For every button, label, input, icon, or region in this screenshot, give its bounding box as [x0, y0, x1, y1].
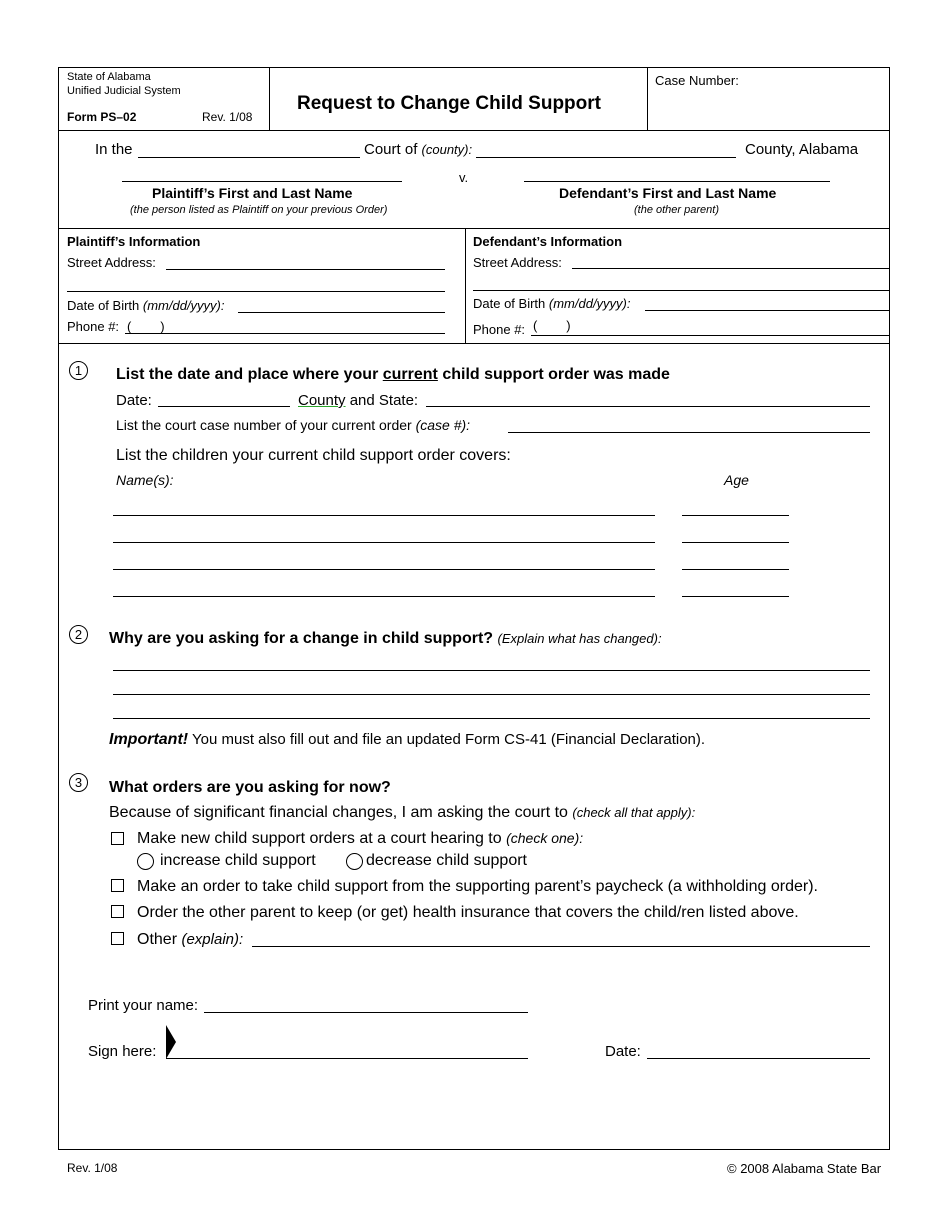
other-order-field[interactable] — [252, 946, 870, 947]
child-age-field[interactable] — [682, 569, 789, 570]
change-reason-field[interactable] — [113, 670, 870, 671]
plaintiff-phone-field[interactable] — [125, 333, 445, 334]
order-date-label: Date: — [116, 392, 152, 409]
defendant-dob-label: Date of Birth (mm/dd/yyyy): — [473, 296, 631, 311]
child-name-field[interactable] — [113, 542, 655, 543]
decrease-support-radio[interactable] — [346, 853, 363, 870]
plaintiff-phone-area: ( ) — [127, 319, 165, 334]
child-age-field[interactable] — [682, 542, 789, 543]
versus-label: v. — [459, 170, 469, 185]
state-name: State of Alabama — [67, 71, 151, 83]
plaintiff-phone-label: Phone #: — [67, 319, 120, 334]
new-orders-label: Make new child support orders at a court hearing to (check one): — [137, 830, 584, 847]
sign-here-label: Sign here: — [88, 1043, 157, 1060]
defendant-street-field-2[interactable] — [473, 290, 890, 291]
section-3-heading: What orders are you asking for now? — [109, 779, 391, 796]
order-county-state-field[interactable] — [426, 406, 870, 407]
health-insurance-checkbox[interactable] — [111, 905, 124, 918]
info-divider — [465, 228, 466, 343]
county-field[interactable] — [476, 157, 736, 158]
plaintiff-dob-label: Date of Birth (mm/dd/yyyy): — [67, 298, 225, 313]
county-alabama-label: County, Alabama — [745, 141, 859, 158]
header-divider-right — [647, 67, 648, 130]
change-reason-field[interactable] — [113, 694, 870, 695]
case-number-prompt: List the court case number of your current order (case #): — [116, 417, 471, 433]
form-revision: Rev. 1/08 — [202, 110, 253, 124]
plaintiff-street-field-2[interactable] — [67, 291, 445, 292]
form-number: Form PS–02 — [67, 110, 137, 124]
new-orders-checkbox[interactable] — [111, 832, 124, 845]
section-2-number: 2 — [69, 625, 88, 644]
form-frame — [58, 67, 890, 1150]
sign-date-field[interactable] — [647, 1058, 870, 1059]
page-title: Request to Change Child Support — [297, 93, 601, 114]
section-1-number: 1 — [69, 361, 88, 380]
plaintiff-name-label: Plaintiff’s First and Last Name — [152, 185, 353, 201]
header-divider-left — [269, 67, 270, 130]
increase-support-radio[interactable] — [137, 853, 154, 870]
child-name-field[interactable] — [113, 596, 655, 597]
important-note: Important! You must also fill out and file an updated Form CS-41 (Financial Declaration). — [109, 731, 706, 748]
order-date-field[interactable] — [158, 406, 290, 407]
defendant-name-label: Defendant’s First and Last Name — [559, 185, 777, 201]
children-prompt: List the children your current child support order covers: — [116, 447, 511, 464]
defendant-phone-label: Phone #: — [473, 322, 526, 337]
parties-bottom-rule — [58, 228, 890, 229]
case-number-label: Case Number: — [655, 73, 739, 88]
footer-copyright: © 2008 Alabama State Bar — [727, 1161, 882, 1176]
child-name-field[interactable] — [113, 515, 655, 516]
defendant-street-field[interactable] — [572, 268, 890, 269]
section-3-number: 3 — [69, 773, 88, 792]
other-order-label: Other (explain): — [137, 931, 244, 948]
section-1-heading: List the date and place where your current child support order was made — [116, 366, 670, 383]
defendant-street-label: Street Address: — [473, 255, 562, 270]
plaintiff-dob-field[interactable] — [238, 312, 445, 313]
withholding-order-checkbox[interactable] — [111, 879, 124, 892]
sign-arrow-icon — [166, 1025, 178, 1059]
other-order-checkbox[interactable] — [111, 932, 124, 945]
plaintiff-street-label: Street Address: — [67, 255, 156, 270]
in-the-label: In the — [95, 141, 133, 158]
court-type-field[interactable] — [138, 157, 360, 158]
increase-support-label: increase child support — [160, 852, 316, 869]
defendant-name-hint: (the other parent) — [634, 204, 719, 216]
print-name-field[interactable] — [204, 1012, 528, 1013]
decrease-support-label: decrease child support — [366, 852, 527, 869]
sign-date-label: Date: — [605, 1043, 641, 1060]
header-bottom-rule — [58, 130, 890, 131]
change-reason-field[interactable] — [113, 718, 870, 719]
plaintiff-name-field[interactable] — [122, 181, 402, 182]
defendant-phone-area: ( ) — [533, 318, 571, 333]
child-age-label: Age — [724, 472, 749, 488]
plaintiff-info-heading: Plaintiff’s Information — [67, 234, 201, 249]
defendant-name-field[interactable] — [524, 181, 830, 182]
section-3-intro: Because of significant financial changes, I am asking the court to (check all that apply): — [109, 804, 696, 821]
order-county-state-label: County and State: — [298, 392, 419, 409]
child-age-field[interactable] — [682, 596, 789, 597]
plaintiff-street-field[interactable] — [166, 269, 445, 270]
court-of-label: Court of (county): — [364, 141, 473, 158]
section-2-heading: Why are you asking for a change in child support? (Explain what has changed): — [109, 630, 662, 647]
print-name-label: Print your name: — [88, 997, 199, 1014]
info-bottom-rule — [58, 343, 890, 344]
signature-field[interactable] — [166, 1058, 528, 1059]
order-case-number-field[interactable] — [508, 432, 870, 433]
child-age-field[interactable] — [682, 515, 789, 516]
footer-revision: Rev. 1/08 — [67, 1161, 118, 1175]
withholding-order-label: Make an order to take child support from the supporting parent’s paycheck (a withholding order). — [137, 878, 818, 895]
plaintiff-name-hint: (the person listed as Plaintiff on your previous Order) — [130, 204, 388, 216]
defendant-info-heading: Defendant’s Information — [473, 234, 623, 249]
defendant-dob-field[interactable] — [645, 310, 890, 311]
health-insurance-label: Order the other parent to keep (or get) health insurance that covers the child/ren listed above. — [137, 904, 799, 921]
child-names-label: Name(s): — [116, 472, 174, 488]
defendant-phone-field[interactable] — [531, 335, 890, 336]
child-name-field[interactable] — [113, 569, 655, 570]
system-name: Unified Judicial System — [67, 85, 181, 97]
